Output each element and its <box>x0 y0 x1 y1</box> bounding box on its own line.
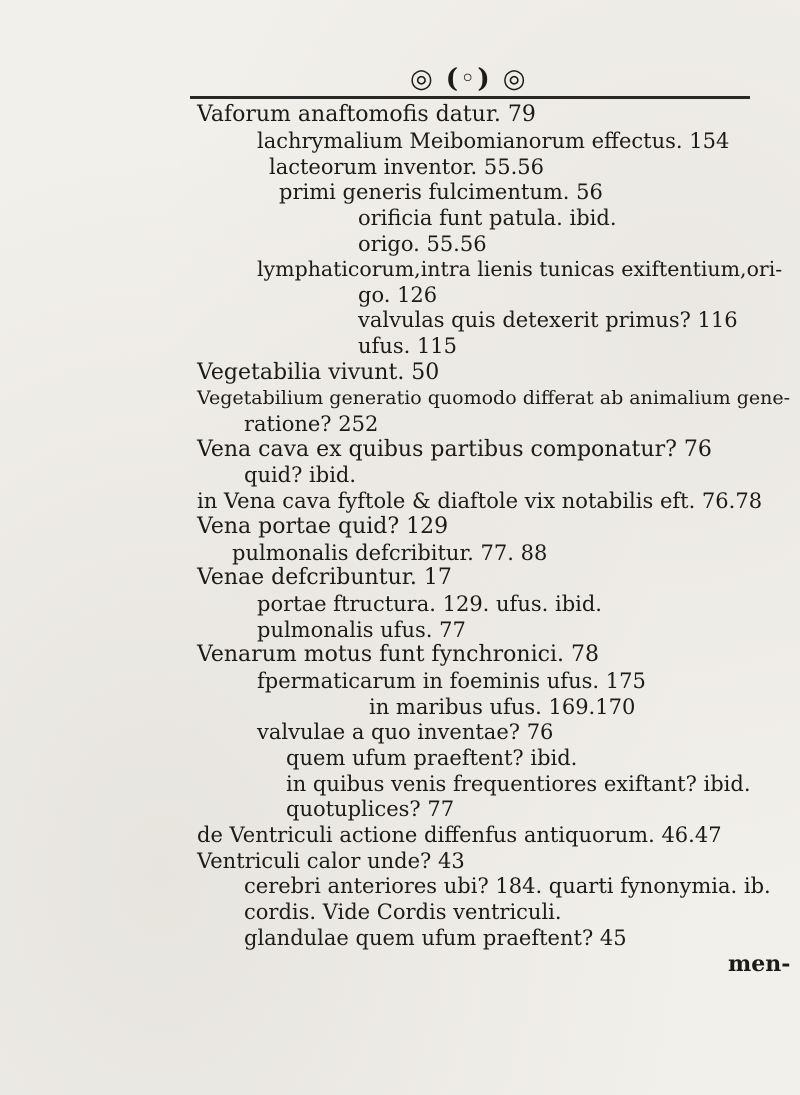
index-entry: valvulas quis detexerit primus? 116 <box>358 308 738 332</box>
index-entry: lymphaticorum,intra lienis tunicas exiftentium,ori- <box>257 257 783 281</box>
index-entry: primi generis fulcimentum. 56 <box>279 180 603 204</box>
header-rule <box>190 96 750 99</box>
index-entry: glandulae quem ufum praeftent? 45 <box>244 926 627 950</box>
index-entry: quid? ibid. <box>244 463 357 487</box>
index-entry: quotuplices? 77 <box>286 797 455 821</box>
index-entry: in quibus venis frequentiores exiftant? ibid. <box>286 772 751 796</box>
index-entry: in Vena cava fyftole & diaftole vix notabilis eft. 76.78 <box>197 489 763 513</box>
index-entry: lacteorum inventor. 55.56 <box>269 155 544 179</box>
index-entry: origo. 55.56 <box>358 232 487 256</box>
index-entry: Vaforum anaftomofis datur. 79 <box>197 102 536 127</box>
index-entry: pulmonalis defcribitur. 77. 88 <box>232 541 548 565</box>
index-entry: go. 126 <box>358 283 438 307</box>
index-entry: Ventriculi calor unde? 43 <box>197 849 465 873</box>
catchword: men- <box>728 951 791 977</box>
index-entry: cerebri anteriores ubi? 184. quarti fynonymia. ib. <box>244 874 771 898</box>
index-entry: valvulae a quo inventae? 76 <box>257 720 554 744</box>
index-entry: Venae defcribuntur. 17 <box>197 565 452 590</box>
index-entry: quem ufum praeftent? ibid. <box>286 746 578 770</box>
index-entry: orificia funt patula. ibid. <box>358 206 617 230</box>
index-entry: portae ftructura. 129. ufus. ibid. <box>257 592 602 616</box>
index-entry: in maribus ufus. 169.170 <box>369 695 636 719</box>
index-entry: fpermaticarum in foeminis ufus. 175 <box>257 669 646 693</box>
index-entry: Venarum motus funt fynchronici. 78 <box>197 642 599 667</box>
index-entry: Vegetabilia vivunt. 50 <box>197 360 440 385</box>
index-entry: Vena cava ex quibus partibus componatur? 76 <box>197 437 712 462</box>
index-entry: de Ventriculi actione diffenfus antiquorum. 46.47 <box>197 823 722 847</box>
index-entry: Vegetabilium generatio quomodo differat ab animalium gene- <box>197 387 791 409</box>
index-entry: pulmonalis ufus. 77 <box>257 618 466 642</box>
index-entry: Vena portae quid? 129 <box>197 514 449 539</box>
index-entry: ratione? 252 <box>244 412 379 436</box>
header-ornament: ◎ (◦) ◎ <box>410 64 528 94</box>
index-entry: cordis. Vide Cordis ventriculi. <box>244 900 562 924</box>
index-entry: lachrymalium Meibomianorum effectus. 154 <box>257 129 730 153</box>
index-entry: ufus. 115 <box>358 334 458 358</box>
